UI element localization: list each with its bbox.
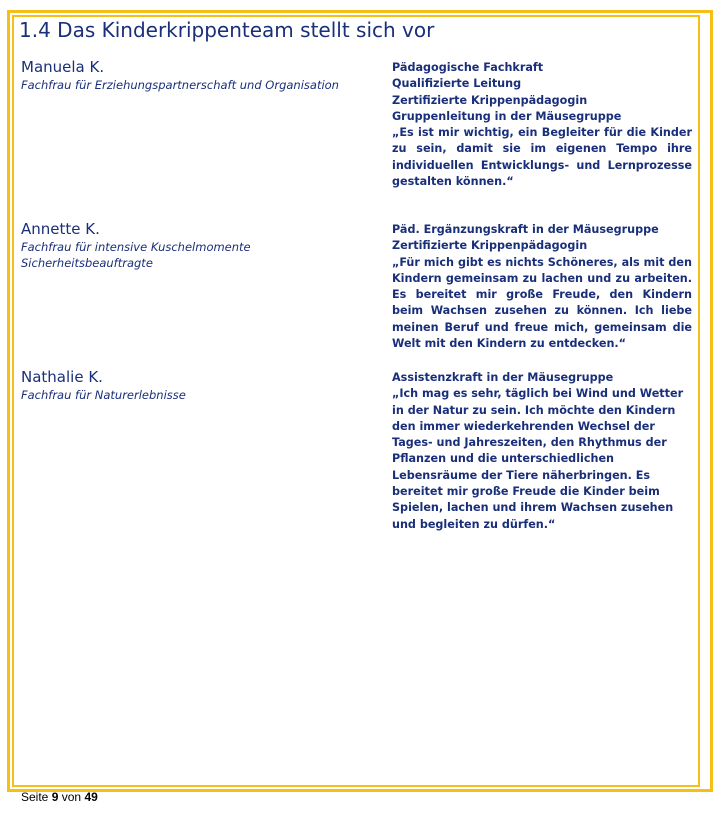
member-role: Fachfrau für intensive Kuschelmomente bbox=[21, 240, 251, 254]
member-position: Päd. Ergänzungskraft in der Mäusegruppe bbox=[392, 223, 659, 236]
member-position: Zertifizierte Krippenpädagogin bbox=[392, 93, 588, 107]
page-title: 1.4 Das Kinderkrippenteam stellt sich vor bbox=[19, 18, 435, 42]
member-quote: „Für mich gibt es nichts Schöneres, als mit den Kindern gemeinsam zu lachen und zu arbeiten. Es bereitet mir große Freude, den Kindern beim Wachsen zusehen zu können. Ich liebe meinen Beruf und freue mich, gemeinsam die Welt mit den Kindern zu entdecken.“ bbox=[392, 255, 692, 351]
member-details bbox=[392, 370, 692, 533]
member-identity bbox=[21, 220, 381, 271]
current-page: 9 bbox=[51, 790, 59, 804]
member-position: Gruppenleitung in der Mäusegruppe bbox=[392, 109, 622, 123]
member-quote: „Es ist mir wichtig, ein Begleiter für die Kinder zu sein, damit sie im eigenen Tempo ihre individuellen Entwicklungs- und Lernprozesse gestalten können.“ bbox=[392, 126, 692, 189]
total-pages: 49 bbox=[84, 790, 98, 804]
member-role: Fachfrau für Erziehungspartnerschaft und Organisation bbox=[21, 78, 339, 92]
member-role: Sicherheitsbeauftragte bbox=[21, 256, 153, 270]
page-number bbox=[21, 789, 98, 805]
member-identity bbox=[21, 58, 381, 93]
member-details bbox=[392, 222, 692, 352]
page-separator: von bbox=[61, 790, 82, 804]
page-label: Seite bbox=[21, 790, 49, 804]
member-position: Zertifizierte Krippenpädagogin bbox=[392, 239, 588, 253]
member-name: Manuela K. bbox=[21, 58, 105, 76]
member-quote: „Ich mag es sehr, täglich bei Wind und Wetter in der Natur zu sein. Ich möchte den Kindern den immer wiederkehrenden Wechsel der Tages- und Jahreszeiten, den Rhythmus der Pflanzen und die unterschiedlichen Lebensräume der Tiere näherbringen. Es bereitet mir große Freude die Kinder beim Spielen, lachen und ihrem Wachsen zusehen und begleiten zu dürfen.“ bbox=[392, 387, 684, 531]
member-name: Annette K. bbox=[21, 220, 100, 238]
member-position: Assistenzkraft in der Mäusegruppe bbox=[392, 371, 614, 384]
member-identity bbox=[21, 368, 381, 403]
member-name: Nathalie K. bbox=[21, 368, 103, 386]
member-role: Fachfrau für Naturerlebnisse bbox=[21, 388, 186, 402]
member-details bbox=[392, 60, 692, 190]
member-position: Qualifizierte Leitung bbox=[392, 77, 522, 91]
member-position: Pädagogische Fachkraft bbox=[392, 61, 544, 74]
